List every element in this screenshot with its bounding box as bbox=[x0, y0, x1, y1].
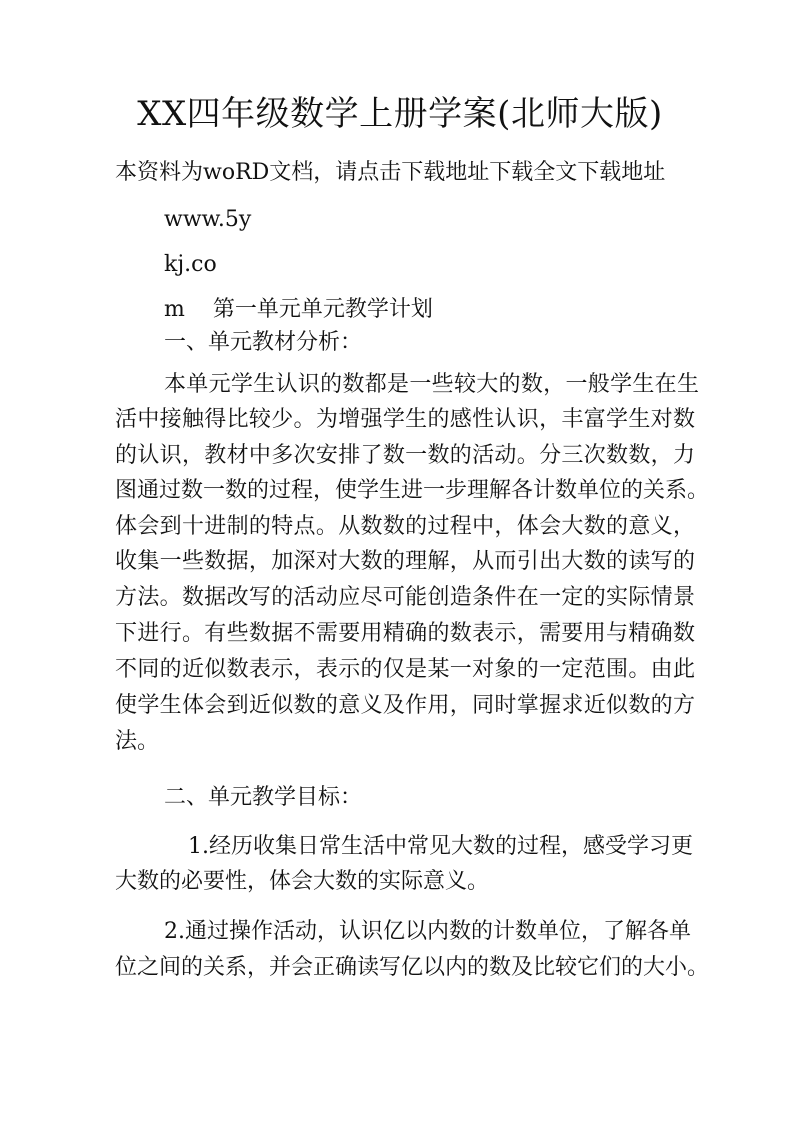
goal-1-line: 1.经历收集日常生活中常见大数的过程，感受学习更 bbox=[188, 834, 693, 859]
goal-2-line: 位之间的关系，并会正确读写亿以内的数及比较它们的大小。 bbox=[115, 955, 710, 980]
section-1-paragraph-line: 收集一些数据，加深对大数的理解，从而引出大数的读写的 bbox=[115, 549, 695, 574]
download-url-part-2: kj.co bbox=[164, 252, 217, 277]
section-1-paragraph-line: 不同的近似数表示，表示的仅是某一对象的一定范围。由此 bbox=[115, 657, 695, 682]
document-title: XX四年级数学上册学案(北师大版) bbox=[137, 94, 663, 134]
download-url-part-3: m bbox=[164, 297, 185, 322]
section-1-paragraph-line: 图通过数一数的过程，使学生进一步理解各计数单位的关系。 bbox=[115, 478, 710, 503]
section-1-paragraph-line: 下进行。有些数据不需要用精确的数表示，需要用与精确数 bbox=[115, 621, 695, 646]
section-1-paragraph-line: 活中接触得比较少。为增强学生的感性认识，丰富学生对数 bbox=[115, 407, 695, 432]
download-url-part-1: www.5y bbox=[164, 207, 252, 232]
section-1-paragraph-line: 的认识，教材中多次安排了数一数的活动。分三次数数，力 bbox=[115, 443, 695, 468]
intro-line: 本资料为woRD文档，请点击下载地址下载全文下载地址 bbox=[115, 160, 666, 185]
section-1-paragraph-line: 方法。数据改写的活动应尽可能创造条件在一定的实际情景 bbox=[115, 585, 695, 610]
section-1-paragraph-line: 使学生体会到近似数的意义及作用，同时掌握求近似数的方 bbox=[115, 693, 695, 718]
section-1-heading: 一、单元教材分析： bbox=[164, 330, 363, 355]
unit-plan-title: 第一单元单元教学计划 bbox=[212, 297, 433, 322]
section-1-paragraph-line: 体会到十进制的特点。从数数的过程中，体会大数的意义， bbox=[115, 514, 695, 539]
goal-2-line: 2.通过操作活动，认识亿以内数的计数单位，了解各单 bbox=[164, 919, 691, 944]
unit-plan-line bbox=[164, 295, 744, 325]
goal-1-line: 大数的必要性，体会大数的实际意义。 bbox=[115, 869, 490, 894]
section-1-paragraph-line: 法。 bbox=[115, 729, 160, 754]
section-1-paragraph-line: 本单元学生认识的数都是一些较大的数，一般学生在生 bbox=[164, 372, 699, 397]
section-2-heading: 二、单元教学目标： bbox=[164, 785, 363, 810]
